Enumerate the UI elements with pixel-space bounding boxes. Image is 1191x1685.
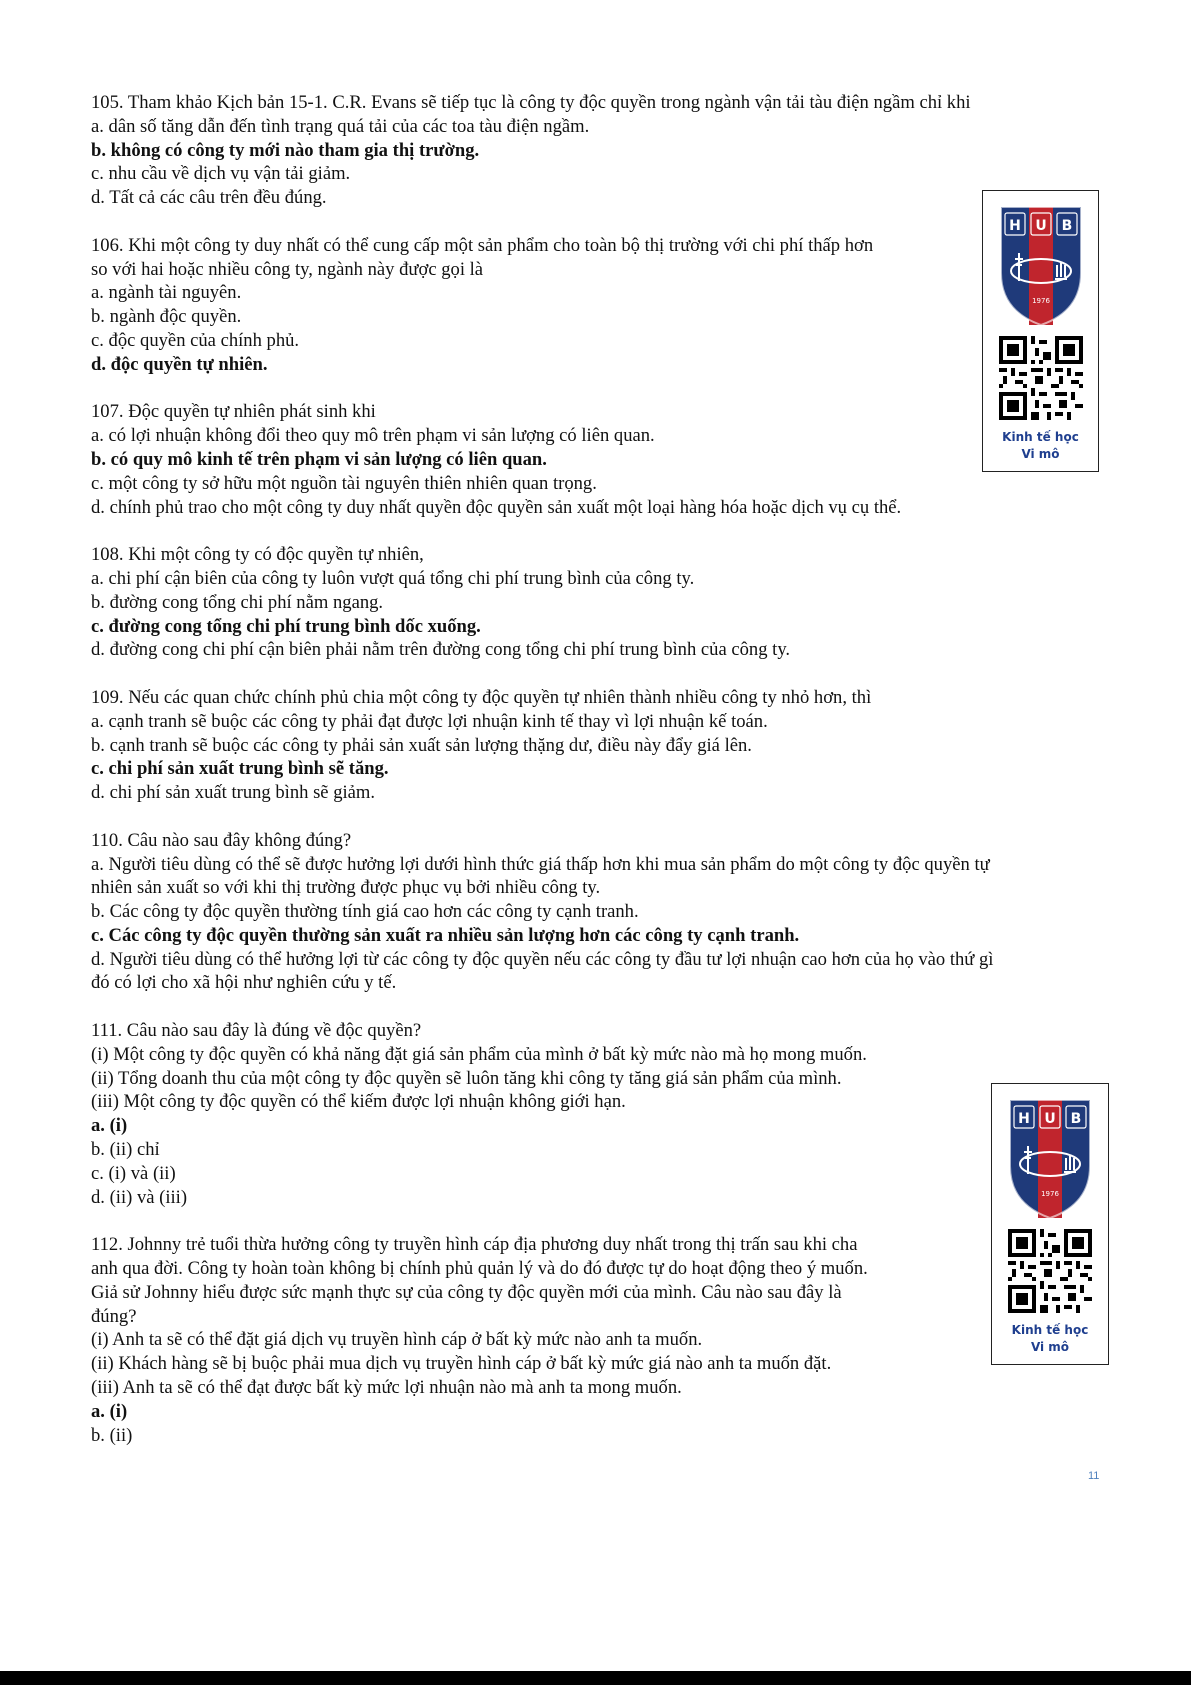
option-c: c. độc quyền của chính phủ. bbox=[91, 329, 300, 351]
option-a: a. dân số tăng dẫn đến tình trạng quá tải của các toa tàu điện ngầm. bbox=[91, 115, 590, 137]
option-d: d. Người tiêu dùng có thể hưởng lợi từ các công ty độc quyền nếu các công ty đầu tư lợi nhuận cao hơn của họ vào thứ gì bbox=[91, 948, 994, 970]
qr-code-icon bbox=[1008, 1229, 1092, 1313]
bottom-bar bbox=[0, 1671, 1191, 1685]
option-d: d. chính phủ trao cho một công ty duy nhất quyền độc quyền sản xuất một loại hàng hóa hoặc dịch vụ cụ thể. bbox=[91, 496, 902, 518]
statement-ii: (ii) Khách hàng sẽ bị buộc phải mua dịch vụ truyền hình cáp ở bất kỳ mức giá nào anh ta muốn đặt. bbox=[91, 1353, 832, 1375]
option-a-correct: a. (i) bbox=[91, 1400, 128, 1422]
hub-logo-card bbox=[991, 1083, 1109, 1365]
option-c-correct: c. Các công ty độc quyền thường sản xuất ra nhiều sản lượng hơn các công ty cạnh tranh. bbox=[91, 924, 800, 946]
option-d: d. (ii) và (iii) bbox=[91, 1186, 188, 1208]
option-d: d. Tất cả các câu trên đều đúng. bbox=[91, 187, 327, 209]
option-c-correct: c. chi phí sản xuất trung bình sẽ tăng. bbox=[91, 758, 389, 780]
question-text-cont: anh qua đời. Công ty hoàn toàn không bị chính phủ quản lý và do đó được tự do hoạt động theo ý muốn. bbox=[91, 1258, 868, 1280]
option-d: d. chi phí sản xuất trung bình sẽ giảm. bbox=[91, 782, 376, 804]
page-number: 11 bbox=[1088, 1470, 1100, 1482]
question-text: 109. Nếu các quan chức chính phủ chia một công ty độc quyền tự nhiên thành nhiều công ty nhỏ hơn, thì bbox=[91, 686, 872, 708]
question-111 bbox=[91, 1019, 1111, 1209]
option-a: a. ngành tài nguyên. bbox=[91, 282, 242, 304]
option-a: a. cạnh tranh sẽ buộc các công ty phải đạt được lợi nhuận kinh tế thay vì lợi nhuận kế toán. bbox=[91, 710, 768, 732]
qr-code-icon bbox=[999, 336, 1083, 420]
question-105 bbox=[91, 91, 1111, 210]
option-a: a. chi phí cận biên của công ty luôn vượt quá tổng chi phí trung bình của công ty. bbox=[91, 567, 695, 589]
svg-text:1976: 1976 bbox=[1032, 297, 1050, 305]
svg-text:H: H bbox=[1018, 1111, 1030, 1127]
svg-text:1976: 1976 bbox=[1041, 1190, 1059, 1198]
question-text-cont: đúng? bbox=[91, 1305, 137, 1327]
option-c-correct: c. đường cong tổng chi phí trung bình dốc xuống. bbox=[91, 615, 481, 637]
question-107 bbox=[91, 400, 1111, 519]
card-label-line1: Kinh tế học bbox=[1011, 1323, 1089, 1337]
option-b-correct: b. không có công ty mới nào tham gia thị trường. bbox=[91, 139, 480, 161]
question-list bbox=[91, 91, 1111, 1471]
card-label-line1: Kinh tế học bbox=[1002, 430, 1079, 444]
question-106 bbox=[91, 234, 1111, 377]
option-b: b. ngành độc quyền. bbox=[91, 306, 242, 328]
question-110 bbox=[91, 829, 1111, 996]
question-text: 111. Câu nào sau đây là đúng về độc quyền? bbox=[91, 1020, 422, 1042]
question-text-cont: so với hai hoặc nhiều công ty, ngành này được gọi là bbox=[91, 258, 484, 280]
option-d-correct: d. độc quyền tự nhiên. bbox=[91, 353, 268, 375]
option-c: c. nhu cầu về dịch vụ vận tải giảm. bbox=[91, 163, 351, 185]
option-c: c. một công ty sở hữu một nguồn tài nguyên thiên nhiên quan trọng. bbox=[91, 472, 597, 494]
question-text: 105. Tham khảo Kịch bản 15-1. C.R. Evans sẽ tiếp tục là công ty độc quyền trong ngành vận tải tàu điện ngầm chỉ khi bbox=[91, 92, 971, 113]
svg-text:B: B bbox=[1070, 1111, 1082, 1127]
statement-ii: (ii) Tổng doanh thu của một công ty độc quyền sẽ luôn tăng khi công ty tăng giá sản phẩm của mình. bbox=[91, 1067, 842, 1089]
svg-text:B: B bbox=[1061, 218, 1073, 234]
option-d: d. đường cong chi phí cận biên phải nằm trên đường cong tổng chi phí trung bình của công ty. bbox=[91, 639, 791, 661]
option-b: b. (ii) bbox=[91, 1424, 133, 1446]
question-text: 106. Khi một công ty duy nhất có thể cung cấp một sản phẩm cho toàn bộ thị trường với chi phí thấp hơn bbox=[91, 234, 874, 256]
option-b: b. cạnh tranh sẽ buộc các công ty phải sản xuất sản lượng thặng dư, điều này đẩy giá lên. bbox=[91, 734, 752, 756]
option-a-cont: nhiên sản xuất so với khi thị trường được phục vụ bởi nhiều công ty. bbox=[91, 877, 601, 899]
option-a: a. có lợi nhuận không đổi theo quy mô trên phạm vi sản lượng có liên quan. bbox=[91, 425, 655, 447]
svg-text:H: H bbox=[1009, 218, 1021, 234]
statement-iii: (iii) Anh ta sẽ có thể đạt được bất kỳ mức lợi nhuận nào mà anh ta mong muốn. bbox=[91, 1377, 682, 1399]
question-108 bbox=[91, 543, 1111, 662]
option-c: c. (i) và (ii) bbox=[91, 1162, 176, 1184]
statement-iii: (iii) Một công ty độc quyền có thể kiếm được lợi nhuận không giới hạn. bbox=[91, 1091, 626, 1113]
card-label-line2: Vi mô bbox=[1030, 1340, 1070, 1354]
card-label-line2: Vi mô bbox=[1021, 447, 1060, 461]
question-112 bbox=[91, 1233, 1111, 1447]
question-text: 110. Câu nào sau đây không đúng? bbox=[91, 829, 352, 851]
hub-shield-logo bbox=[997, 203, 1085, 327]
question-109 bbox=[91, 686, 1111, 805]
question-text: 107. Độc quyền tự nhiên phát sinh khi bbox=[91, 401, 376, 423]
option-b: b. (ii) chỉ bbox=[91, 1139, 160, 1161]
hub-logo-card bbox=[982, 190, 1099, 472]
option-b-correct: b. có quy mô kinh tế trên phạm vi sản lượng có liên quan. bbox=[91, 448, 547, 470]
option-d-cont: đó có lợi cho xã hội như nghiên cứu y tế. bbox=[91, 972, 397, 994]
statement-i: (i) Một công ty độc quyền có khả năng đặt giá sản phẩm của mình ở bất kỳ mức nào mà họ mong muốn. bbox=[91, 1043, 867, 1065]
question-text: 112. Johnny trẻ tuổi thừa hưởng công ty truyền hình cáp địa phương duy nhất trong thị trấn sau khi cha bbox=[91, 1234, 858, 1256]
question-text-cont: Giả sử Johnny hiểu được sức mạnh thực sự của công ty độc quyền mới của mình. Câu nào sau đây là bbox=[91, 1281, 842, 1303]
question-text: 108. Khi một công ty có độc quyền tự nhiên, bbox=[91, 544, 424, 566]
hub-shield-logo bbox=[1006, 1096, 1094, 1220]
svg-text:U: U bbox=[1035, 218, 1047, 234]
option-b: b. đường cong tổng chi phí nằm ngang. bbox=[91, 591, 384, 613]
option-b: b. Các công ty độc quyền thường tính giá cao hơn các công ty cạnh tranh. bbox=[91, 901, 639, 923]
statement-i: (i) Anh ta sẽ có thể đặt giá dịch vụ truyền hình cáp ở bất kỳ mức nào anh ta muốn. bbox=[91, 1329, 703, 1351]
option-a-correct: a. (i) bbox=[91, 1115, 128, 1137]
svg-text:U: U bbox=[1044, 1111, 1056, 1127]
option-a: a. Người tiêu dùng có thể sẽ được hưởng lợi dưới hình thức giá thấp hơn khi mua sản phẩm do một công ty độc quyền tự bbox=[91, 853, 990, 875]
